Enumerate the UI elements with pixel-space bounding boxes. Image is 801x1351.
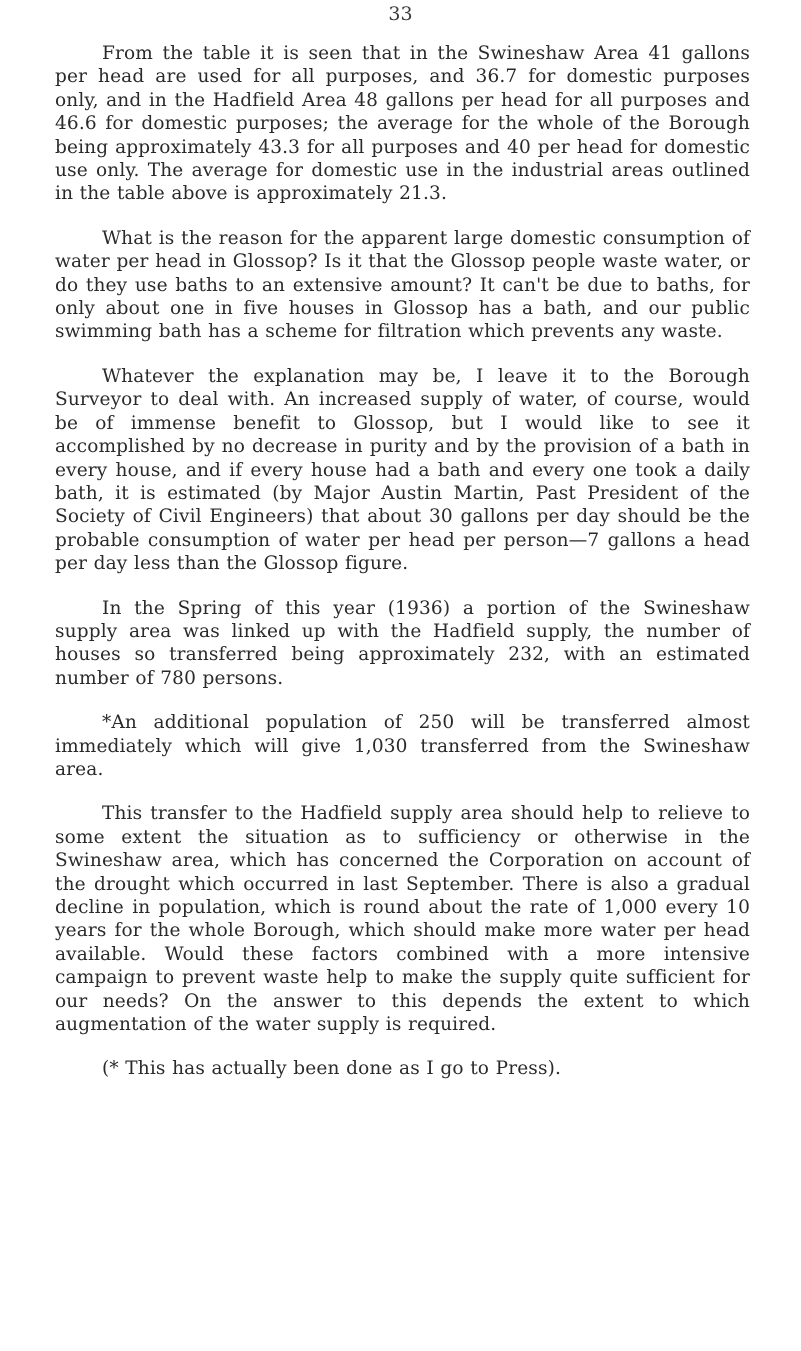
page-number: 33 xyxy=(388,3,413,25)
paragraph-transfer-effect: This transfer to the Hadfield supply area should help to relieve to some extent the situation as to sufficiency or otherwise in the Swineshaw area, which has concerned the Corporation on account of the drought which occurred in last September. There is also a gradual decline in population, which is round about the rate of 1,000 every 10 years for the whole Borough, which should make more water per head available. Would these factors combined with a more intensive campaign to prevent waste help to make the supply quite sufficient for our needs? On the answer to this depends the extent to which augmentation of the water supply is required. xyxy=(55,803,750,1036)
paragraph-reason-question: What is the reason for the apparent large domestic consumption of water per head in Glossop? Is it that the Glossop people waste water, or do they use baths to an extensive amount? It can't be due to baths, for only about one in five houses in Glossop has a bath, and our public swimming bath has a scheme for filtration which prevents any waste. xyxy=(55,227,750,343)
paragraph-explanation: Whatever the explanation may be, I leave it to the Borough Surveyor to deal with. An increased supply of water, of course, would be of immense benefit to Glossop, but I would like to see it accomplished by no decrease in purity and by the provision of a bath in every house, and if every house had a bath and every one took a daily bath, it is estimated (by Major Austin Martin, Past President of the Society of Civil Engineers) that about 30 gallons per day should be the probable consumption of water per head per person—7 gallons a head per day less than the Glossop figure. xyxy=(55,365,750,575)
body-text xyxy=(55,42,750,1081)
paragraph-consumption-figures: From the table it is seen that in the Swineshaw Area 41 gallons per head are used for all purposes, and 36.7 for domestic purposes only, and in the Hadfield Area 48 gallons per head for all purposes and 46.6 for domestic purposes; the average for the whole of the Borough being approximately 43.3 for all purposes and 40 per head for domestic use only. The average for domestic use in the industrial areas outlined in the table above is approximately 21.3. xyxy=(55,43,750,205)
footnote: (* This has actually been done as I go to Press). xyxy=(102,1058,561,1080)
paragraph-additional-population: *An additional population of 250 will be transferred almost immediately which will give 1,030 transferred from the Swineshaw area. xyxy=(55,712,750,780)
paragraph-spring-transfer: In the Spring of this year (1936) a portion of the Swineshaw supply area was linked up with the Hadfield supply, the number of houses so transferred being approximately 232, with an estimated number of 780 persons. xyxy=(55,597,750,689)
